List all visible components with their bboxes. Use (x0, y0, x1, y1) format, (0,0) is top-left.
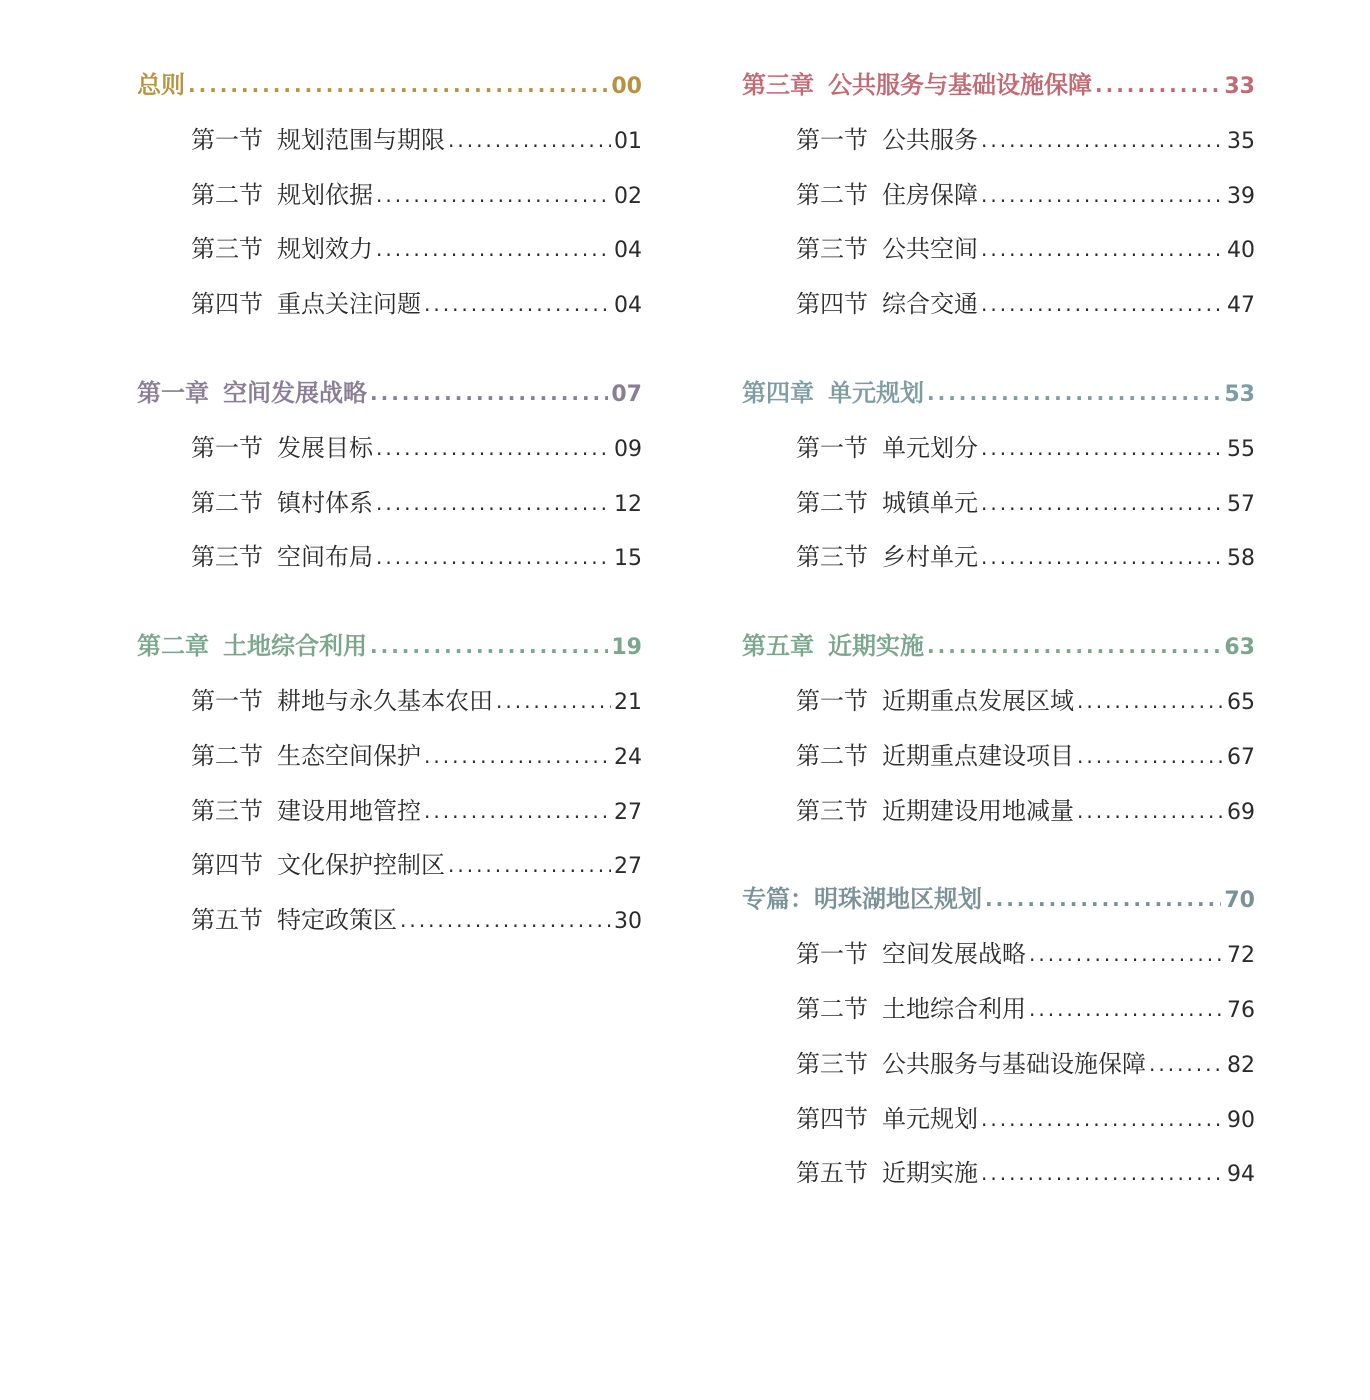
chapter-title: 近期实施 (828, 632, 924, 661)
page-number: 27 (614, 799, 642, 825)
toc-section-entry[interactable] (137, 674, 642, 729)
page-number: 01 (614, 128, 642, 154)
section-title: 土地综合利用 (882, 994, 1026, 1023)
page-number: 27 (614, 854, 642, 880)
dot-leader (1095, 58, 1221, 113)
dot-leader (981, 277, 1224, 332)
chapter-number: 第五章 (742, 632, 814, 661)
dot-leader (981, 1092, 1224, 1147)
section-number: 第三节 (191, 235, 263, 264)
page-number: 70 (1224, 888, 1255, 914)
page-number: 69 (1227, 799, 1255, 825)
section-number: 第一节 (796, 940, 868, 969)
section-number: 第二节 (796, 741, 868, 770)
page-number: 55 (1227, 436, 1255, 462)
toc-section-entry[interactable] (742, 729, 1255, 784)
page-number: 76 (1227, 997, 1255, 1023)
toc-section-entry[interactable] (742, 113, 1255, 168)
toc-section-entry[interactable] (742, 674, 1255, 729)
dot-leader (376, 222, 611, 277)
page-number: 47 (1227, 293, 1255, 319)
dot-leader (981, 476, 1224, 531)
dot-leader (1029, 927, 1224, 982)
chapter-title: 总则 (137, 71, 185, 99)
section-title: 公共空间 (882, 235, 978, 264)
section-number: 第二节 (191, 180, 263, 209)
toc-section-entry[interactable] (137, 838, 642, 893)
page-number: 40 (1227, 238, 1255, 264)
toc-chapter1-heading[interactable] (137, 366, 642, 421)
toc-section-entry[interactable] (137, 222, 642, 277)
group-spacer (742, 332, 1255, 366)
chapter-number: 第三章 (742, 71, 814, 99)
toc-section-entry[interactable] (137, 113, 642, 168)
dot-leader (424, 729, 611, 784)
toc-chapter3-heading[interactable] (742, 58, 1255, 113)
page-number: 58 (1227, 546, 1255, 572)
dot-leader (1029, 982, 1224, 1037)
section-number: 第三节 (796, 796, 868, 825)
toc-section-entry[interactable] (137, 784, 642, 839)
section-title: 文化保护控制区 (277, 851, 445, 880)
section-number: 第一节 (796, 686, 868, 715)
page-number: 19 (611, 635, 642, 661)
toc-section-entry[interactable] (742, 476, 1255, 531)
section-title: 单元规划 (882, 1104, 978, 1133)
section-title: 单元划分 (882, 433, 978, 462)
toc-section-entry[interactable] (742, 1092, 1255, 1147)
section-title: 公共服务与基础设施保障 (882, 1049, 1146, 1078)
section-title: 特定政策区 (277, 906, 397, 935)
section-number: 第一节 (191, 433, 263, 462)
toc-chapter5-heading[interactable] (742, 619, 1255, 674)
toc-section-entry[interactable] (137, 168, 642, 223)
toc-section-entry[interactable] (137, 421, 642, 476)
chapter-number: 第四章 (742, 378, 814, 407)
section-title: 近期重点建设项目 (882, 741, 1074, 770)
page-number: 63 (1224, 635, 1255, 661)
page-number: 57 (1227, 491, 1255, 517)
section-number: 第一节 (191, 686, 263, 715)
toc-section-entry[interactable] (742, 784, 1255, 839)
section-title: 综合交通 (882, 290, 978, 319)
page-number: 04 (614, 238, 642, 264)
section-number: 第二节 (796, 994, 868, 1023)
section-title: 近期建设用地减量 (882, 796, 1074, 825)
toc-left-column (137, 58, 642, 948)
group-spacer (742, 838, 1255, 872)
section-number: 第四节 (191, 290, 263, 319)
page-number: 39 (1227, 183, 1255, 209)
section-number: 第五节 (191, 906, 263, 935)
section-number: 第二节 (796, 180, 868, 209)
chapter-title: 单元规划 (828, 378, 924, 407)
dot-leader (448, 838, 611, 893)
page-number: 07 (611, 381, 642, 407)
chapter-number: 第一章 (137, 378, 209, 407)
dot-leader (424, 277, 611, 332)
section-title: 规划范围与期限 (277, 125, 445, 154)
section-number: 第四节 (796, 1104, 868, 1133)
section-title: 空间发展战略 (882, 940, 1026, 969)
toc-section-entry[interactable] (742, 1037, 1255, 1092)
page-number: 35 (1227, 128, 1255, 154)
section-number: 第三节 (191, 543, 263, 572)
section-title: 公共服务 (882, 125, 978, 154)
page-number: 09 (614, 436, 642, 462)
page-number: 94 (1227, 1162, 1255, 1188)
toc-special-heading[interactable] (742, 872, 1255, 927)
group-spacer (137, 585, 642, 619)
section-number: 第三节 (796, 543, 868, 572)
dot-leader (376, 530, 611, 585)
section-title: 重点关注问题 (277, 290, 421, 319)
dot-leader (1077, 784, 1224, 839)
toc-right-column (742, 58, 1255, 1201)
page-number: 24 (614, 744, 642, 770)
section-title: 规划效力 (277, 235, 373, 264)
page-number: 21 (614, 689, 642, 715)
page-number: 30 (614, 909, 642, 935)
section-title: 住房保障 (882, 180, 978, 209)
dot-leader (927, 619, 1221, 674)
dot-leader (400, 893, 611, 948)
dot-leader (1077, 674, 1224, 729)
chapter-number: 第二章 (137, 632, 209, 661)
toc-section-entry[interactable] (742, 421, 1255, 476)
group-spacer (742, 585, 1255, 619)
section-number: 第四节 (191, 851, 263, 880)
section-title: 规划依据 (277, 180, 373, 209)
dot-leader (981, 421, 1224, 476)
dot-leader (927, 366, 1221, 421)
page-number: 00 (611, 74, 642, 99)
page-number: 15 (614, 546, 642, 572)
dot-leader (981, 222, 1224, 277)
section-title: 空间布局 (277, 543, 373, 572)
chapter-title: 公共服务与基础设施保障 (828, 71, 1092, 99)
dot-leader (188, 58, 608, 113)
dot-leader (376, 168, 611, 223)
page-number: 12 (614, 491, 642, 517)
section-number: 第四节 (796, 290, 868, 319)
page-number: 65 (1227, 689, 1255, 715)
toc-section-entry[interactable] (742, 222, 1255, 277)
chapter-title: 土地综合利用 (223, 632, 367, 661)
toc-chapter2-heading[interactable] (137, 619, 642, 674)
chapter-title: 空间发展战略 (223, 378, 367, 407)
dot-leader (1149, 1037, 1224, 1092)
group-spacer (137, 332, 642, 366)
toc-section-entry[interactable] (742, 927, 1255, 982)
dot-leader (448, 113, 611, 168)
page-number: 82 (1227, 1052, 1255, 1078)
dot-leader (981, 1146, 1224, 1201)
dot-leader (981, 113, 1224, 168)
toc-section-entry[interactable] (742, 277, 1255, 332)
section-number: 第一节 (796, 125, 868, 154)
section-title: 乡村单元 (882, 543, 978, 572)
toc-section-entry[interactable] (742, 982, 1255, 1037)
toc-section-entry[interactable] (742, 168, 1255, 223)
page-number: 90 (1227, 1107, 1255, 1133)
dot-leader (370, 619, 608, 674)
dot-leader (981, 530, 1224, 585)
toc-section-entry[interactable] (137, 476, 642, 531)
dot-leader (496, 674, 611, 729)
section-number: 第二节 (191, 488, 263, 517)
toc-section-entry[interactable] (742, 1146, 1255, 1201)
toc-section-entry[interactable] (742, 530, 1255, 585)
dot-leader (981, 168, 1224, 223)
dot-leader (1077, 729, 1224, 784)
page-number: 02 (614, 183, 642, 209)
toc-general-heading[interactable] (137, 58, 642, 113)
chapter-title: 专篇：明珠湖地区规划 (742, 885, 982, 914)
page-number: 04 (614, 293, 642, 319)
section-number: 第五节 (796, 1159, 868, 1188)
dot-leader (376, 476, 611, 531)
toc-section-entry[interactable] (137, 530, 642, 585)
dot-leader (424, 784, 611, 839)
page-number: 72 (1227, 943, 1255, 969)
page-number: 67 (1227, 744, 1255, 770)
toc-chapter4-heading[interactable] (742, 366, 1255, 421)
section-title: 耕地与永久基本农田 (277, 686, 493, 715)
section-number: 第二节 (796, 488, 868, 517)
dot-leader (985, 872, 1221, 927)
section-title: 近期重点发展区域 (882, 686, 1074, 715)
section-number: 第二节 (191, 741, 263, 770)
section-title: 建设用地管控 (277, 796, 421, 825)
toc-section-entry[interactable] (137, 277, 642, 332)
section-number: 第一节 (796, 433, 868, 462)
page-number: 53 (1224, 381, 1255, 407)
toc-section-entry[interactable] (137, 729, 642, 784)
section-title: 发展目标 (277, 433, 373, 462)
section-title: 镇村体系 (277, 488, 373, 517)
toc-section-entry[interactable] (137, 893, 642, 948)
section-title: 城镇单元 (882, 488, 978, 517)
section-number: 第一节 (191, 125, 263, 154)
section-title: 近期实施 (882, 1159, 978, 1188)
section-number: 第三节 (191, 796, 263, 825)
section-number: 第三节 (796, 1049, 868, 1078)
dot-leader (376, 421, 611, 476)
dot-leader (370, 366, 608, 421)
page-number: 33 (1224, 74, 1255, 99)
section-number: 第三节 (796, 235, 868, 264)
section-title: 生态空间保护 (277, 741, 421, 770)
